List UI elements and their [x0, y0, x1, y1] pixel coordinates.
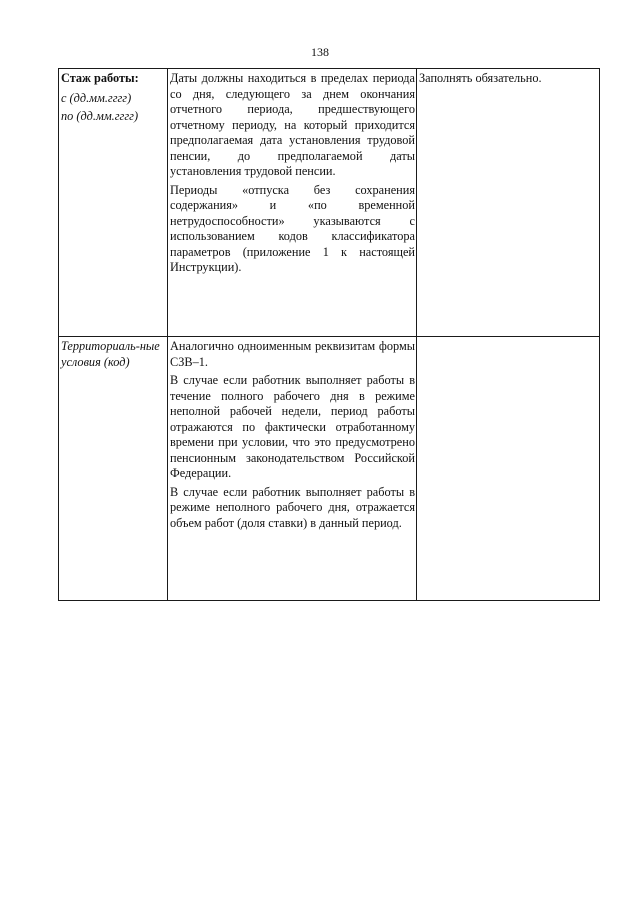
- description-paragraph: В случае если работник выполняет работы в режиме неполного рабочего дня, отражается объем работ (доля ставки) в данный период.: [170, 484, 415, 530]
- field-name-cell: [59, 337, 168, 601]
- requirement-cell: [417, 69, 600, 337]
- description-paragraph: Аналогично одноименным реквизитам формы СЗВ–1.: [170, 339, 415, 369]
- page-number: 138: [311, 45, 329, 59]
- field-subtitle: с (дд.мм.гггг): [61, 90, 132, 105]
- description-paragraph: В случае если работник выполняет работы в течение полного рабочего дня в режиме неполной рабочей недели, период работы отражаются по фактически отработанному времени при условии, что это предусмотрено пенсионным законодательством Российской Федерации.: [170, 373, 415, 480]
- requirement-text: Заполнять обязательно.: [419, 71, 542, 85]
- field-title: Территориаль-ные условия (код): [61, 339, 160, 369]
- instruction-table: [58, 68, 600, 601]
- description-paragraph: Периоды «отпуска без сохранения содержания» и «по временной нетрудоспособности» указываются с использованием кодов классификатора параметров (приложение 1 к настоящей Инструкции).: [170, 182, 415, 274]
- table-row: [59, 337, 600, 601]
- description-paragraph: Даты должны находиться в пределах периода со дня, следующего за днем окончания отчетного периода, предшествующего отчетному периоду, на который приходится предполагаемая дата установления трудовой пенсии, до предполагаемой даты установления трудовой пенсии.: [170, 71, 415, 178]
- description-cell: [168, 69, 417, 337]
- table-row: [59, 69, 600, 337]
- field-title: Стаж работы:: [61, 71, 139, 85]
- requirement-cell: [417, 337, 600, 601]
- field-name-cell: [59, 69, 168, 337]
- field-subtitle: по (дд.мм.гггг): [61, 109, 139, 123]
- description-cell: [168, 337, 417, 601]
